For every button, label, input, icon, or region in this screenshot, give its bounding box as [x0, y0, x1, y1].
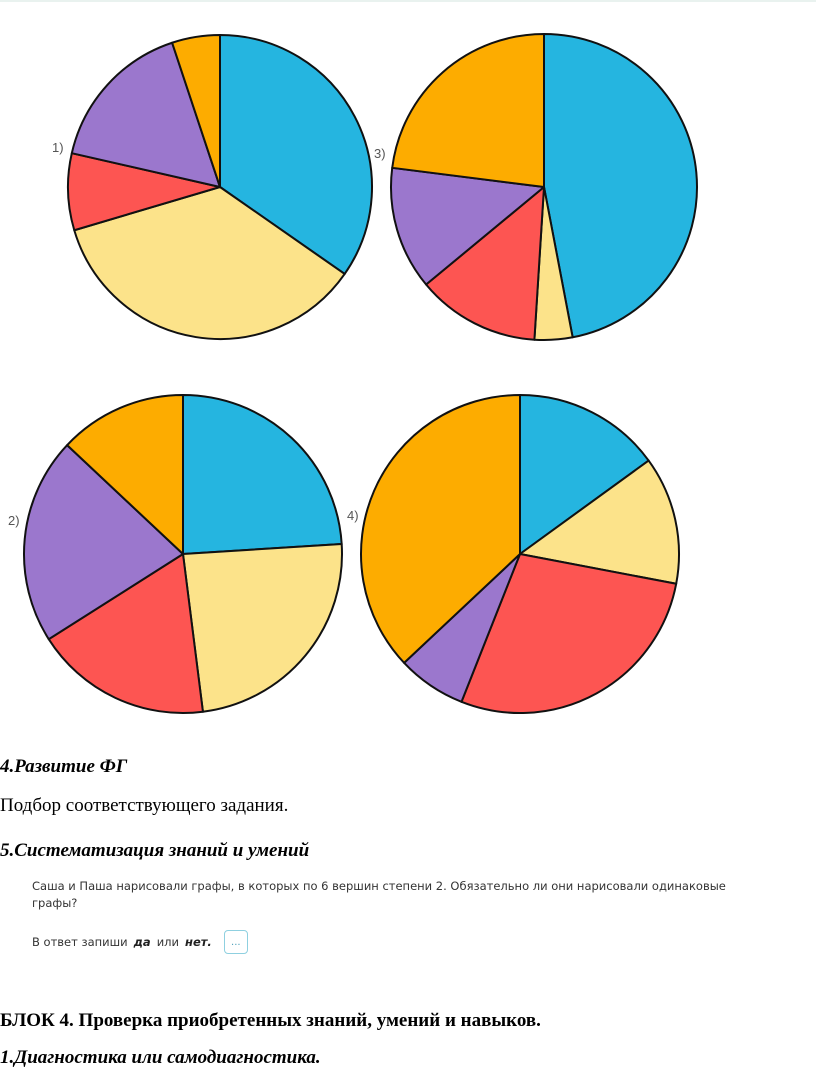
answer-no: нет. [185, 934, 212, 949]
pie-chart-4 [347, 395, 679, 713]
heading-development: 4.Развитие ФГ [0, 756, 128, 777]
answer-yes: да [133, 934, 151, 949]
pie-3-slice-2 [183, 544, 342, 712]
pie-chart-3 [374, 34, 697, 340]
pie-2-slice-1 [544, 34, 697, 337]
answer-input[interactable]: ... [224, 930, 248, 954]
heading-systematization: 5.Систематизация знаний и умений [0, 840, 310, 861]
pie-3-slice-1 [183, 395, 342, 554]
heading-diagnostics: 1.Диагностика или самодиагностика. [0, 1047, 321, 1068]
task-question-line-1: Саша и Паша нарисовали графы, в которых по 6 вершин степени 2. Обязательно ли они нарисовали одинаковые [32, 879, 726, 893]
pie-2-slice-5 [392, 34, 544, 187]
task-question-line-2: графы? [32, 896, 78, 910]
task-card [32, 878, 752, 954]
paragraph-task-selection: Подбор соответствующего задания. [0, 795, 289, 816]
pie-chart-label: 4) [347, 508, 359, 523]
answer-prefix: В ответ запиши [32, 934, 128, 949]
block-heading: БЛОК 4. Проверка приобретенных знаний, умений и навыков. [0, 1010, 541, 1031]
pie-chart-label: 3) [374, 146, 386, 161]
pie-chart-1 [52, 35, 372, 339]
task-answer-row [32, 930, 752, 954]
pie-chart-label: 1) [52, 140, 64, 155]
answer-or: или [156, 934, 180, 949]
pie-chart-2 [8, 395, 342, 713]
pie-chart-label: 2) [8, 513, 20, 528]
